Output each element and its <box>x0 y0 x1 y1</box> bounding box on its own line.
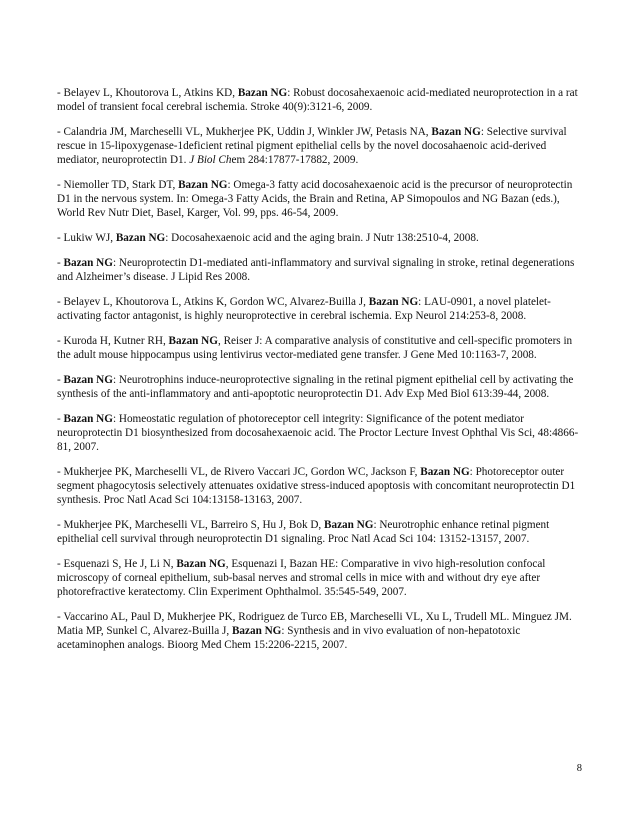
reference-item: - Belayev L, Khoutorova L, Atkins K, Gordon WC, Alvarez-Builla J, Bazan NG: LAU-0901, a novel platelet-activating factor antagonist, is highly neuroprotective in cerebral ischemia. Exp Neurol 214:253-8, 2008. <box>57 296 551 322</box>
author-highlight: Bazan NG <box>431 126 481 138</box>
reference-item: - Lukiw WJ, Bazan NG: Docosahexaenoic acid and the aging brain. J Nutr 138:2510-4, 2008. <box>57 232 479 244</box>
reference-item: - Kuroda H, Kutner RH, Bazan NG, Reiser J: A comparative analysis of constitutive and cell-specific promoters in the adult mouse hippocampus using lentivirus vector-mediated gene transfer. J Gene Med 10:1163-7, 2008. <box>57 335 573 361</box>
author-highlight: Bazan NG <box>176 558 226 570</box>
reference-item: - Niemoller TD, Stark DT, Bazan NG: Omega-3 fatty acid docosahexaenoic acid is the precursor of neuroprotectin D1 in the nervous system. In: Omega-3 Fatty Acids, the Brain and Retina, AP Simopoulos and NG Bazan (eds.), World Rev Nutr Diet, Basel, Karger, Vol. 99, pps. 46-54, 2009. <box>57 179 573 219</box>
author-highlight: Bazan NG <box>420 466 470 478</box>
reference-item: - Bazan NG: Homeostatic regulation of photoreceptor cell integrity: Significance of the potent mediator neuroprotectin D1 biosynthesized from docosahexaenoic acid. The Proctor Lecture Invest Ophthal Vis Sci, 48:4866-81, 2007. <box>57 413 579 453</box>
author-highlight: Bazan NG <box>63 257 113 269</box>
reference-item: - Mukherjee PK, Marcheselli VL, Barreiro S, Hu J, Bok D, Bazan NG: Neurotrophic enhance retinal pigment epithelial cell survival through neuroprotectin D1 signaling. Proc Natl Acad Sci 104: 13152-13157, 2007. <box>57 519 550 545</box>
journal-italic: J Biol Ch <box>189 154 232 166</box>
reference-list <box>57 86 585 663</box>
reference-item: - Bazan NG: Neurotrophins induce-neuroprotective signaling in the retinal pigment epithelial cell by activating the synthesis of the anti-inflammatory and anti-apoptotic neuroprotectin D1. Adv Exp Med Biol 613:39-44, 2008. <box>57 374 574 400</box>
author-highlight: Bazan NG <box>63 413 113 425</box>
author-highlight: Bazan NG <box>324 519 374 531</box>
reference-item: - Calandria JM, Marcheselli VL, Mukherjee PK, Uddin J, Winkler JW, Petasis NA, Bazan NG: Selective survival rescue in 15-lipoxygenase-1deficient retinal pigment epithelial cells by the novel docosahaenoic acid-derived mediator, neuroprotectin D1. J Biol Chem 284:17877-17882, 2009. <box>57 126 567 166</box>
reference-item: - Esquenazi S, He J, Li N, Bazan NG, Esquenazi I, Bazan HE: Comparative in vivo high-resolution confocal microscopy of corneal epithelium, sub-basal nerves and stromal cells in mice with and without dry eye after photorefractive keratectomy. Clin Experiment Ophthalmol. 35:545-549, 2007. <box>57 558 546 598</box>
author-highlight: Bazan NG <box>368 296 419 308</box>
reference-item: - Belayev L, Khoutorova L, Atkins KD, Bazan NG: Robust docosahexaenoic acid-mediated neuroprotection in a rat model of transient focal cerebral ischemia. Stroke 40(9):3121-6, 2009. <box>57 87 578 113</box>
author-highlight: Bazan NG <box>178 179 228 191</box>
reference-item: - Vaccarino AL, Paul D, Mukherjee PK, Rodriguez de Turco EB, Marcheselli VL, Xu L, Trudell ML. Minguez JM. Matia MP, Sunkel C, Alvarez-Builla J, Bazan NG: Synthesis and in vivo evaluation of non-hepatotoxic acetaminophen analogs. Bioorg Med Chem 15:2206-2215, 2007. <box>57 611 572 651</box>
page-number: 8 <box>576 763 582 774</box>
author-highlight: Bazan NG <box>63 374 113 386</box>
author-highlight: Bazan NG <box>231 625 282 637</box>
author-highlight: Bazan NG <box>115 232 166 244</box>
reference-item: - Bazan NG: Neuroprotectin D1-mediated anti-inflammatory and survival signaling in stroke, retinal degenerations and Alzheimer’s disease. J Lipid Res 2008. <box>57 257 575 283</box>
reference-item: - Mukherjee PK, Marcheselli VL, de Rivero Vaccari JC, Gordon WC, Jackson F, Bazan NG: Photoreceptor outer segment phagocytosis selectively attenuates oxidative stress-induced apoptosis with concomitant neuroprotectin D1 synthesis. Proc Natl Acad Sci 104:13158-13163, 2007. <box>57 466 576 506</box>
author-highlight: Bazan NG <box>237 87 288 99</box>
author-highlight: Bazan NG <box>168 335 218 347</box>
